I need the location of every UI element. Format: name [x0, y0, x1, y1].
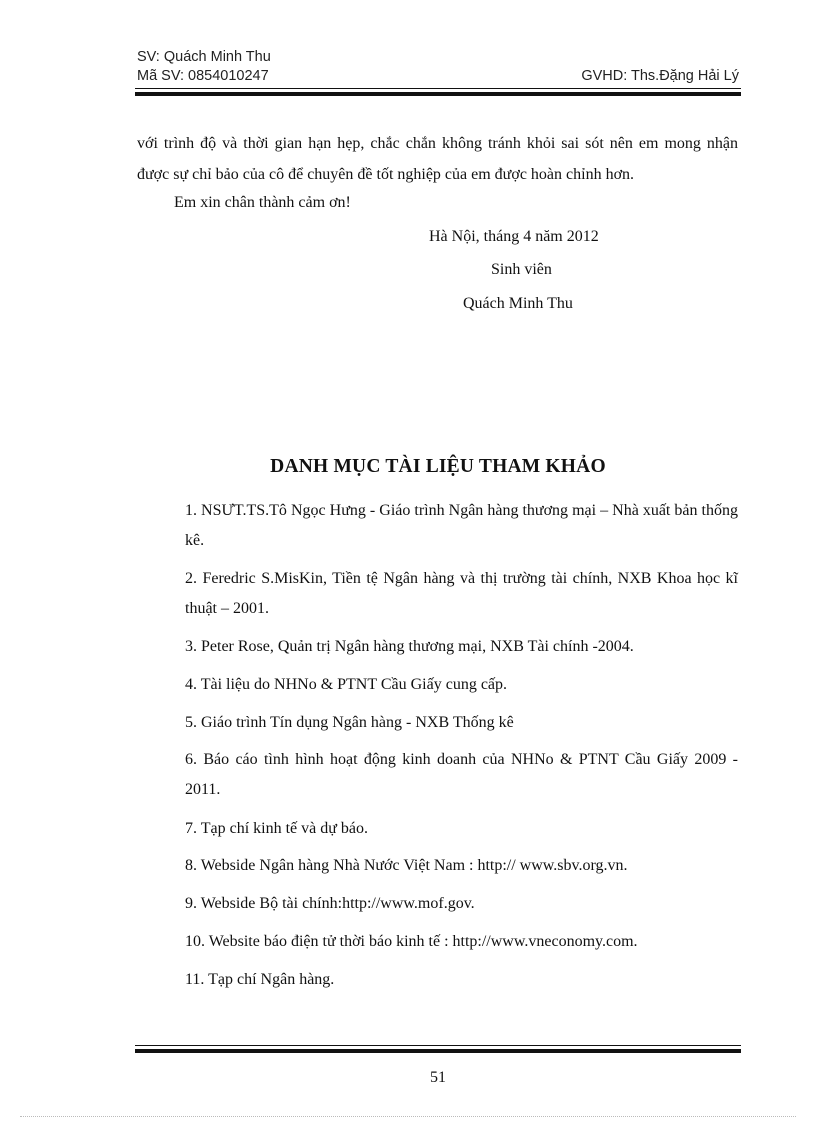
reference-item: 8. Webside Ngân hàng Nhà Nước Việt Nam : http:// www.sbv.org.vn.	[185, 857, 628, 874]
footer-rule-thick	[135, 1049, 741, 1053]
reference-item: 10. Website báo điện tử thời báo kinh tế : http://www.vneconomy.com.	[185, 933, 638, 950]
header-row	[137, 68, 739, 84]
reference-item: 6. Báo cáo tình hình hoạt động kinh doanh của NHNo & PTNT Cầu Giấy 2009 - 2011.	[185, 751, 738, 798]
header-rule-thin	[135, 88, 741, 89]
references-title: DANH MỤC TÀI LIỆU THAM KHẢO	[270, 456, 606, 477]
signature-role: Sinh viên	[491, 261, 552, 278]
signature-name: Quách Minh Thu	[463, 295, 573, 312]
reference-item: 2. Feredric S.MisKin, Tiền tệ Ngân hàng và thị trường tài chính, NXB Khoa học kĩ thuật – 2001.	[185, 570, 738, 617]
reference-item: 1. NSƯT.TS.Tô Ngọc Hưng - Giáo trình Ngân hàng thương mại – Nhà xuất bản thống kê.	[185, 502, 738, 549]
continuation-paragraph: với trình độ và thời gian hạn hẹp, chắc chắn không tránh khỏi sai sót nên em mong nhận được sự chỉ bảo của cô để chuyên đề tốt nghiệp của em được hoàn chỉnh hơn.	[137, 135, 738, 183]
reference-item: 11. Tạp chí Ngân hàng.	[185, 971, 335, 988]
place-date: Hà Nội, tháng 4 năm 2012	[429, 228, 599, 245]
reference-item: 5. Giáo trình Tín dụng Ngân hàng - NXB Thống kê	[185, 714, 514, 731]
reference-item: 9. Webside Bộ tài chính:http://www.mof.gov.	[185, 895, 475, 912]
page-edge-divider	[20, 1116, 796, 1117]
reference-item: 4. Tài liệu do NHNo & PTNT Cầu Giấy cung cấp.	[185, 676, 508, 693]
header-student-id: Mã SV: 0854010247	[137, 68, 269, 84]
reference-item: 7. Tạp chí kinh tế và dự báo.	[185, 820, 368, 837]
header-student: SV: Quách Minh Thu	[137, 49, 271, 65]
header-supervisor: GVHD: Ths.Đặng Hải Lý	[581, 68, 739, 84]
thanks-line: Em xin chân thành cảm ơn!	[174, 194, 351, 211]
page-number: 51	[430, 1069, 446, 1086]
footer-rule-thin	[135, 1045, 741, 1046]
reference-item: 3. Peter Rose, Quản trị Ngân hàng thương mại, NXB Tài chính -2004.	[185, 638, 634, 655]
header-rule-thick	[135, 92, 741, 96]
